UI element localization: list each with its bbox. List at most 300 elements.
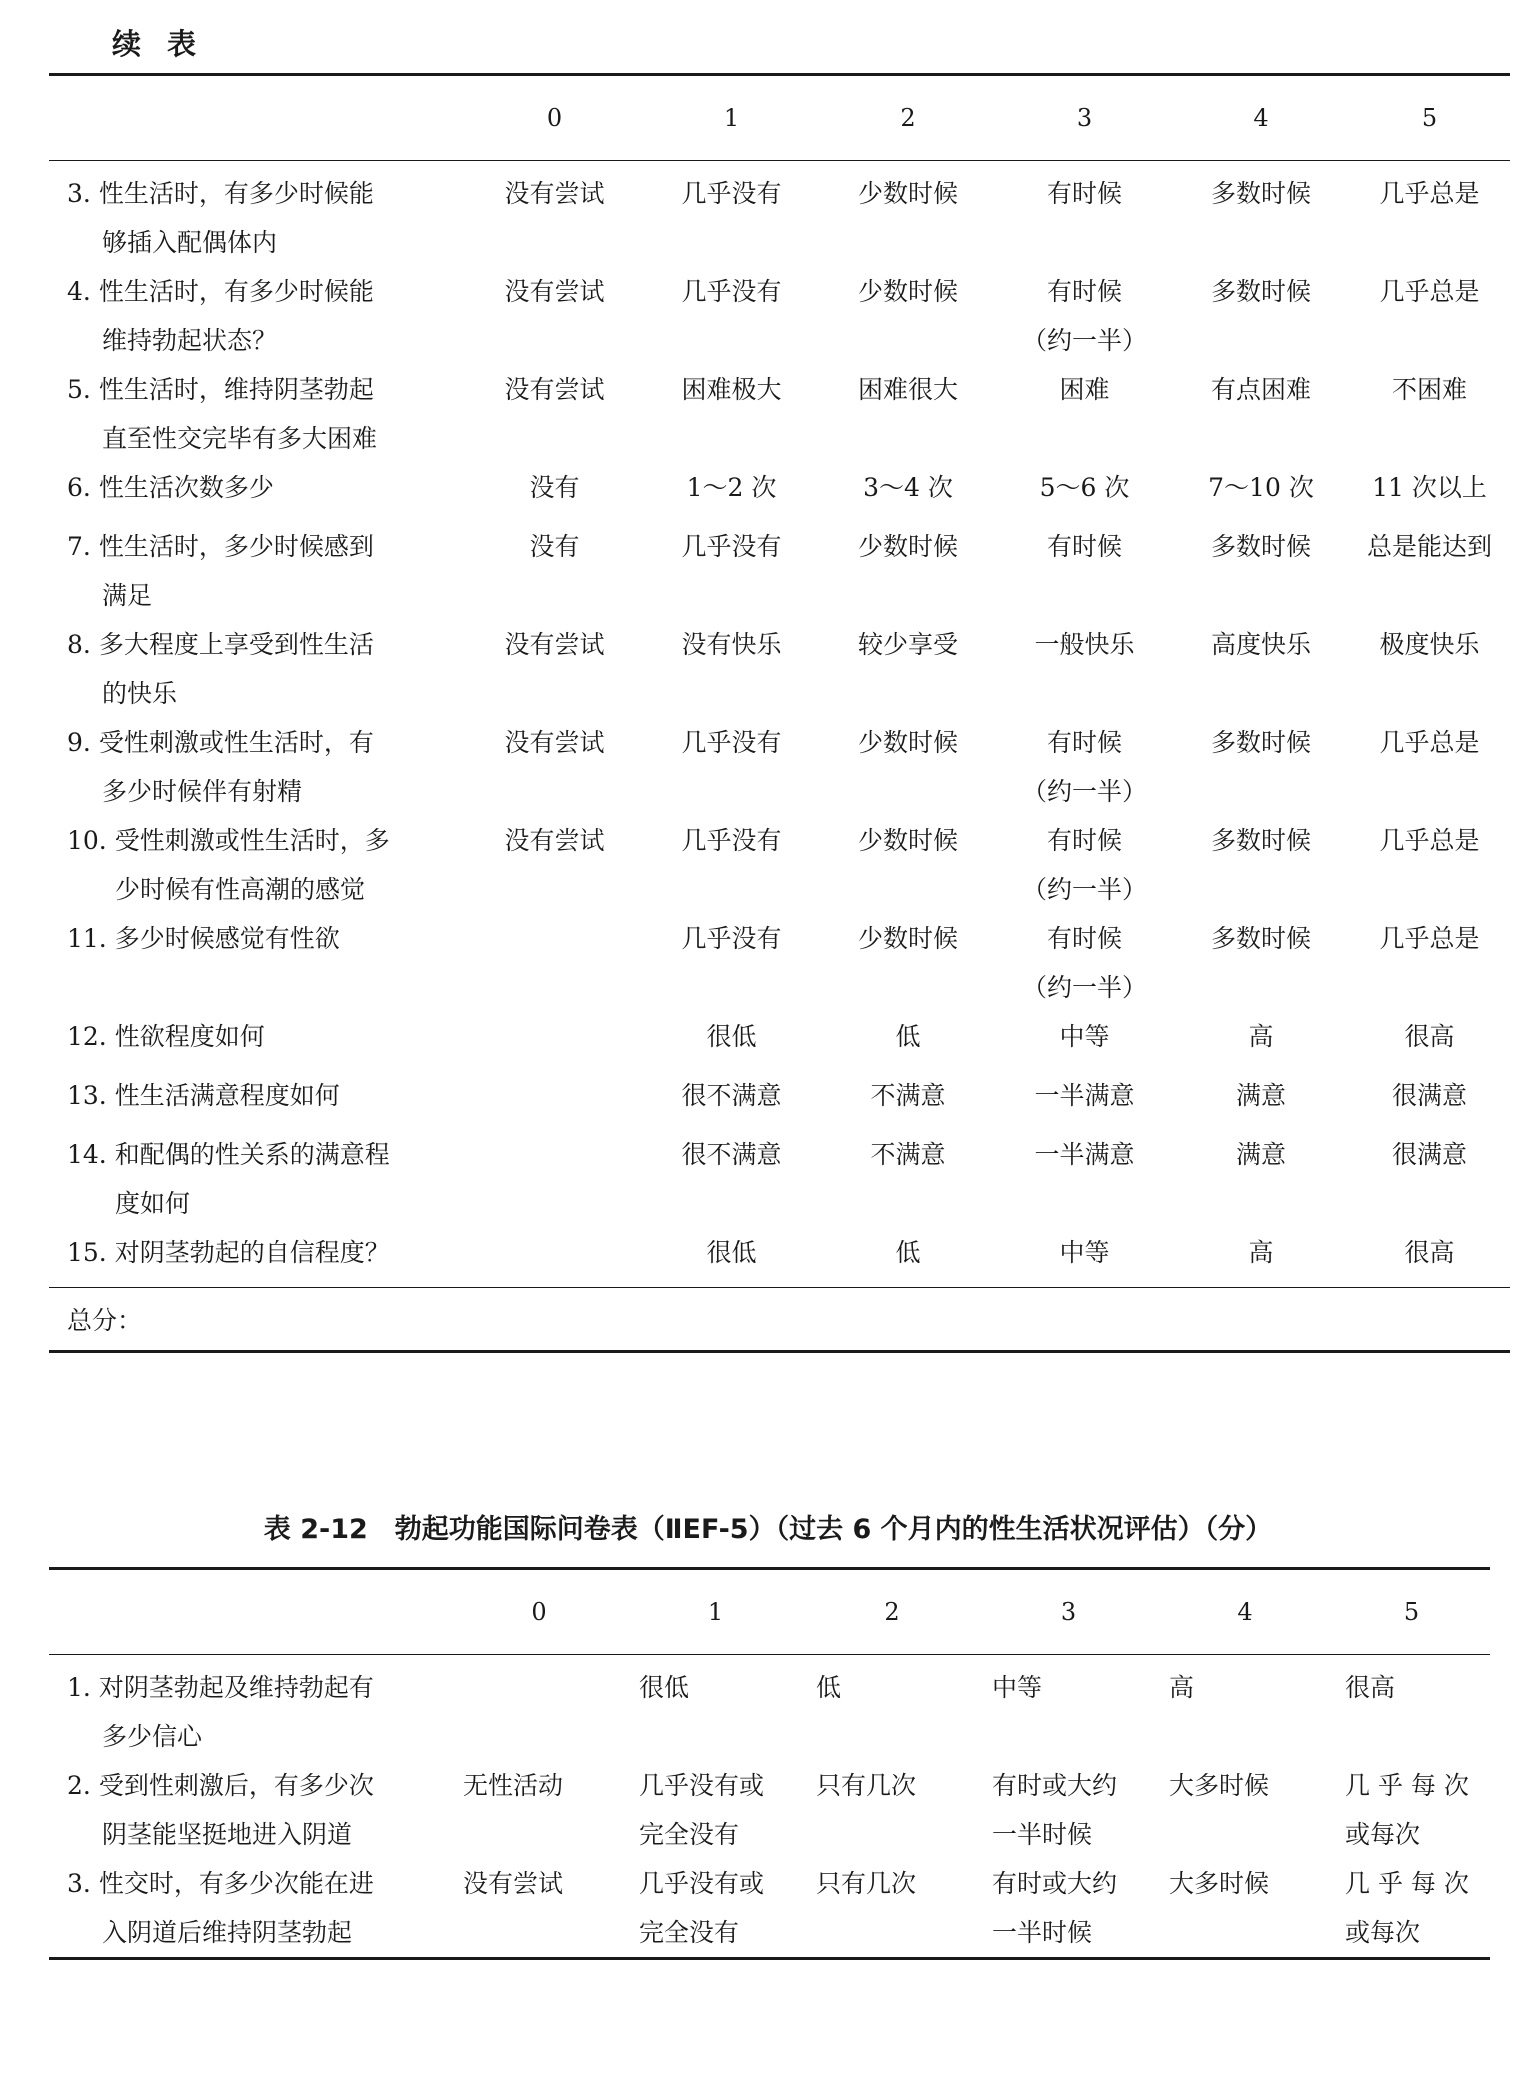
option-cell-score-2 xyxy=(820,620,996,718)
question-text xyxy=(67,620,466,718)
option-cell-score-2 xyxy=(820,1012,996,1071)
option-cell-score-5 xyxy=(1333,1655,1490,1762)
option-text: 大多时候 xyxy=(1169,1771,1270,1800)
question-line-1: 性生活时，多少时候感到 xyxy=(98,532,374,561)
option-cell-score-2 xyxy=(804,1655,980,1762)
option-text: 3～4 次 xyxy=(863,473,953,502)
option-cell-score-5 xyxy=(1349,365,1510,463)
option-text: 几乎没有或 xyxy=(639,1771,765,1800)
question-number: 10. xyxy=(67,826,107,855)
option-cell-score-1 xyxy=(643,1012,820,1071)
option-text: 几乎没有 xyxy=(681,728,782,757)
question-number: 14. xyxy=(67,1140,107,1169)
question-text xyxy=(67,1663,451,1761)
option-cell-score-3 xyxy=(996,267,1173,365)
option-cell-score-4 xyxy=(1173,365,1349,463)
question-text xyxy=(67,718,466,816)
total-label: 总分： xyxy=(49,1288,1510,1352)
option-cell-score-3 xyxy=(996,463,1173,522)
option-text: 一般快乐 xyxy=(1034,630,1135,659)
option-cell-score-5 xyxy=(1349,267,1510,365)
option-cell-score-2 xyxy=(820,1228,996,1288)
question-number: 3. xyxy=(67,1869,91,1898)
iief5-table xyxy=(49,1567,1490,1960)
question-text xyxy=(67,365,466,463)
option-text: 低 xyxy=(895,1238,921,1267)
option-text: 低 xyxy=(816,1673,842,1702)
table-row xyxy=(49,267,1510,365)
option-text: 几乎总是 xyxy=(1379,728,1480,757)
option-text: 困难极大 xyxy=(681,375,782,404)
option-cell-score-0 xyxy=(466,914,643,1012)
option-cell-score-4 xyxy=(1173,620,1349,718)
option-cell-score-2 xyxy=(820,718,996,816)
option-text: 满意 xyxy=(1235,1081,1286,1110)
option-text: 高度快乐 xyxy=(1210,630,1311,659)
question-line-2: 入阴道后维持阴茎勃起 xyxy=(102,1918,353,1947)
option-text: 几乎没有 xyxy=(681,179,782,208)
option-cell-score-3 xyxy=(996,1012,1173,1071)
option-cell-score-2 xyxy=(820,816,996,914)
option-text: 只有几次 xyxy=(816,1771,917,1800)
question-line-1: 性生活次数多少 xyxy=(98,473,274,502)
option-text: 没有尝试 xyxy=(504,728,605,757)
option-text: 11 次以上 xyxy=(1372,473,1487,502)
option-cell-score-3 xyxy=(996,365,1173,463)
option-cell-score-0 xyxy=(466,522,643,620)
option-cell-score-4 xyxy=(1157,1859,1333,1959)
option-cell-score-5 xyxy=(1349,1071,1510,1130)
option-text: 有时或大约 xyxy=(992,1771,1118,1800)
option-cell-score-5 xyxy=(1349,620,1510,718)
header-score-1: 1 xyxy=(627,1569,804,1655)
option-cell-score-1 xyxy=(643,1130,820,1228)
option-cell-score-0 xyxy=(451,1761,627,1859)
option-cell-score-5 xyxy=(1349,816,1510,914)
option-cell-score-5 xyxy=(1349,161,1510,268)
option-text: 没有快乐 xyxy=(681,630,782,659)
option-text: 多数时候 xyxy=(1210,179,1311,208)
option-text: 低 xyxy=(895,1022,921,1051)
option-cell-score-2 xyxy=(820,914,996,1012)
option-text: 困难很大 xyxy=(857,375,958,404)
option-text: 没有尝试 xyxy=(504,630,605,659)
option-text: 中等 xyxy=(1059,1022,1110,1051)
option-cell-score-3 xyxy=(996,816,1173,914)
header-question xyxy=(49,1569,451,1655)
option-text: 多数时候 xyxy=(1210,826,1311,855)
question-cell xyxy=(49,914,466,1012)
option-cell-score-1 xyxy=(643,816,820,914)
option-text: 只有几次 xyxy=(816,1869,917,1898)
option-text: 少数时候 xyxy=(857,826,958,855)
table-row xyxy=(49,1228,1510,1288)
option-cell-score-1 xyxy=(643,365,820,463)
question-number: 2. xyxy=(67,1771,91,1800)
option-text-line-2: 完全没有 xyxy=(639,1820,740,1849)
option-text: 很高 xyxy=(1404,1022,1455,1051)
question-line-1: 和配偶的性关系的满意程 xyxy=(114,1140,390,1169)
option-cell-score-1 xyxy=(643,161,820,268)
option-cell-score-4 xyxy=(1173,1071,1349,1130)
question-cell xyxy=(49,620,466,718)
question-cell xyxy=(49,1655,451,1762)
question-text xyxy=(67,914,466,963)
question-text xyxy=(67,1228,466,1277)
question-number: 8. xyxy=(67,630,91,659)
option-text: 少数时候 xyxy=(857,179,958,208)
table-row xyxy=(49,161,1510,268)
option-cell-score-2 xyxy=(820,267,996,365)
option-text: 有时候 xyxy=(1046,532,1122,561)
question-line-2: 度如何 xyxy=(115,1189,191,1218)
option-cell-score-1 xyxy=(643,914,820,1012)
question-line-2: 多少信心 xyxy=(102,1722,203,1751)
table-title: 表 2-12 勃起功能国际问卷表（ⅡEF-5）（过去 6 个月内的性生活状况评估）（分） xyxy=(263,1514,1273,1545)
option-text: 几乎没有 xyxy=(681,826,782,855)
table-row xyxy=(49,816,1510,914)
option-text: 有时候 xyxy=(1046,826,1122,855)
option-cell-score-4 xyxy=(1157,1655,1333,1762)
question-cell xyxy=(49,816,466,914)
option-text: 有点困难 xyxy=(1210,375,1311,404)
table-header-row xyxy=(49,1569,1490,1655)
question-cell xyxy=(49,1071,466,1130)
option-text: 很低 xyxy=(706,1238,757,1267)
question-cell xyxy=(49,1859,451,1959)
option-text: 有时候 xyxy=(1046,277,1122,306)
question-line-1: 性生活时，有多少时候能 xyxy=(98,277,374,306)
table-row xyxy=(49,1071,1510,1130)
option-text: 没有 xyxy=(529,473,580,502)
question-line-1: 对阴茎勃起的自信程度？ xyxy=(114,1238,390,1267)
option-text-line-2: 一半时候 xyxy=(992,1820,1093,1849)
question-line-2: 够插入配偶体内 xyxy=(102,228,278,257)
option-text: 没有尝试 xyxy=(504,826,605,855)
question-number: 6. xyxy=(67,473,91,502)
option-text: 没有尝试 xyxy=(463,1869,564,1898)
questionnaire-table-continued xyxy=(49,73,1510,1353)
option-cell-score-3 xyxy=(996,522,1173,620)
header-score-0: 0 xyxy=(466,75,643,161)
option-text: 少数时候 xyxy=(857,924,958,953)
option-cell-score-4 xyxy=(1173,1012,1349,1071)
header-score-2: 2 xyxy=(804,1569,980,1655)
question-cell xyxy=(49,1012,466,1071)
header-score-1: 1 xyxy=(643,75,820,161)
option-cell-score-0 xyxy=(466,365,643,463)
header-score-5: 5 xyxy=(1349,75,1510,161)
header-score-3: 3 xyxy=(980,1569,1157,1655)
option-cell-score-3 xyxy=(996,1130,1173,1228)
table-row xyxy=(49,365,1510,463)
question-cell xyxy=(49,1761,451,1859)
option-cell-score-3 xyxy=(996,718,1173,816)
option-cell-score-4 xyxy=(1173,914,1349,1012)
header-score-4: 4 xyxy=(1157,1569,1333,1655)
header-score-4: 4 xyxy=(1173,75,1349,161)
option-cell-score-4 xyxy=(1173,463,1349,522)
option-text: 多数时候 xyxy=(1210,277,1311,306)
question-cell xyxy=(49,161,466,268)
option-cell-score-3 xyxy=(980,1761,1157,1859)
table-row xyxy=(49,1130,1510,1228)
option-text: 很满意 xyxy=(1391,1081,1467,1110)
option-text: 几乎没有 xyxy=(681,532,782,561)
option-cell-score-1 xyxy=(643,267,820,365)
option-cell-score-1 xyxy=(643,718,820,816)
option-text: 几乎没有 xyxy=(681,924,782,953)
option-text: 几 乎 每 次 xyxy=(1345,1869,1469,1898)
option-cell-score-4 xyxy=(1173,1130,1349,1228)
option-cell-score-1 xyxy=(643,1228,820,1288)
option-cell-score-4 xyxy=(1173,522,1349,620)
option-cell-score-5 xyxy=(1333,1761,1490,1859)
question-line-1: 性欲程度如何 xyxy=(114,1022,265,1051)
question-text xyxy=(67,169,466,267)
option-text: 较少享受 xyxy=(857,630,958,659)
table-row xyxy=(49,1761,1490,1859)
option-cell-score-3 xyxy=(996,1228,1173,1288)
option-cell-score-0 xyxy=(466,1130,643,1228)
table-row xyxy=(49,718,1510,816)
option-cell-score-1 xyxy=(627,1655,804,1762)
option-cell-score-5 xyxy=(1333,1859,1490,1959)
option-text: 没有尝试 xyxy=(504,179,605,208)
option-text: 一半满意 xyxy=(1034,1140,1135,1169)
option-text: 高 xyxy=(1248,1022,1274,1051)
option-text: 几乎总是 xyxy=(1379,924,1480,953)
option-text: 有时或大约 xyxy=(992,1869,1118,1898)
option-cell-score-2 xyxy=(804,1761,980,1859)
option-cell-score-0 xyxy=(466,816,643,914)
table-row xyxy=(49,914,1510,1012)
header-score-5: 5 xyxy=(1333,1569,1490,1655)
option-text: 几乎没有或 xyxy=(639,1869,765,1898)
option-cell-score-1 xyxy=(627,1859,804,1959)
question-line-1: 性生活时，维持阴茎勃起 xyxy=(98,375,374,404)
option-text: 有时候 xyxy=(1046,728,1122,757)
option-text: 几乎总是 xyxy=(1379,179,1480,208)
option-cell-score-0 xyxy=(466,1012,643,1071)
table-row xyxy=(49,1012,1510,1071)
question-cell xyxy=(49,1228,466,1288)
question-line-2: 直至性交完毕有多大困难 xyxy=(102,424,378,453)
option-note: （约一半） xyxy=(1021,777,1147,806)
option-cell-score-3 xyxy=(996,161,1173,268)
option-text: 不满意 xyxy=(870,1140,946,1169)
option-text: 有时候 xyxy=(1046,924,1122,953)
option-cell-score-0 xyxy=(451,1655,627,1762)
option-cell-score-1 xyxy=(643,522,820,620)
option-text: 没有 xyxy=(529,532,580,561)
option-cell-score-2 xyxy=(804,1859,980,1959)
question-line-2: 维持勃起状态？ xyxy=(102,326,278,355)
option-cell-score-4 xyxy=(1173,267,1349,365)
option-text: 极度快乐 xyxy=(1379,630,1480,659)
option-text: 高 xyxy=(1248,1238,1274,1267)
question-line-1: 多少时候感觉有性欲 xyxy=(114,924,340,953)
option-cell-score-5 xyxy=(1349,718,1510,816)
option-cell-score-4 xyxy=(1173,161,1349,268)
question-number: 9. xyxy=(67,728,91,757)
question-cell xyxy=(49,365,466,463)
option-cell-score-5 xyxy=(1349,1130,1510,1228)
option-text: 多数时候 xyxy=(1210,728,1311,757)
option-cell-score-5 xyxy=(1349,463,1510,522)
option-cell-score-1 xyxy=(643,1071,820,1130)
question-line-1: 性生活满意程度如何 xyxy=(114,1081,340,1110)
question-text xyxy=(67,1071,466,1120)
question-text xyxy=(67,816,466,914)
option-text: 没有尝试 xyxy=(504,375,605,404)
question-number: 5. xyxy=(67,375,91,404)
option-cell-score-2 xyxy=(820,463,996,522)
option-cell-score-5 xyxy=(1349,1012,1510,1071)
question-line-2: 阴茎能坚挺地进入阴道 xyxy=(102,1820,353,1849)
question-cell xyxy=(49,522,466,620)
question-cell xyxy=(49,463,466,522)
option-cell-score-3 xyxy=(996,1071,1173,1130)
option-cell-score-0 xyxy=(466,620,643,718)
option-cell-score-5 xyxy=(1349,1228,1510,1288)
option-text: 总是能达到 xyxy=(1366,532,1492,561)
question-line-2: 满足 xyxy=(102,581,153,610)
option-cell-score-2 xyxy=(820,161,996,268)
option-cell-score-4 xyxy=(1157,1761,1333,1859)
question-line-1: 对阴茎勃起及维持勃起有 xyxy=(98,1673,374,1702)
option-cell-score-0 xyxy=(466,161,643,268)
option-text: 无性活动 xyxy=(463,1771,564,1800)
option-cell-score-3 xyxy=(980,1655,1157,1762)
option-cell-score-2 xyxy=(820,365,996,463)
option-cell-score-1 xyxy=(643,463,820,522)
option-text: 没有尝试 xyxy=(504,277,605,306)
option-cell-score-1 xyxy=(643,620,820,718)
option-text-line-2: 或每次 xyxy=(1345,1918,1421,1947)
table-body xyxy=(49,1655,1490,1959)
option-cell-score-4 xyxy=(1173,1228,1349,1288)
header-question xyxy=(49,75,466,161)
option-text: 很低 xyxy=(639,1673,690,1702)
option-text: 中等 xyxy=(1059,1238,1110,1267)
question-text xyxy=(67,267,466,365)
table-row xyxy=(49,1859,1490,1959)
table-row xyxy=(49,620,1510,718)
question-number: 4. xyxy=(67,277,91,306)
option-cell-score-0 xyxy=(451,1859,627,1959)
option-cell-score-3 xyxy=(996,914,1173,1012)
table-row xyxy=(49,522,1510,620)
question-cell xyxy=(49,267,466,365)
question-text xyxy=(67,1130,466,1228)
table-row xyxy=(49,1655,1490,1762)
header-score-0: 0 xyxy=(451,1569,627,1655)
option-text: 很高 xyxy=(1404,1238,1455,1267)
option-text: 少数时候 xyxy=(857,728,958,757)
total-row xyxy=(49,1288,1510,1352)
option-text: 几 乎 每 次 xyxy=(1345,1771,1469,1800)
option-text-line-2: 完全没有 xyxy=(639,1918,740,1947)
option-text: 很低 xyxy=(706,1022,757,1051)
question-line-2: 的快乐 xyxy=(102,679,178,708)
option-cell-score-1 xyxy=(627,1761,804,1859)
continuation-label: 续表 xyxy=(112,27,223,61)
option-cell-score-5 xyxy=(1349,522,1510,620)
question-line-2: 少时候有性高潮的感觉 xyxy=(115,875,366,904)
option-note: （约一半） xyxy=(1021,326,1147,355)
option-text: 满意 xyxy=(1235,1140,1286,1169)
option-text: 7～10 次 xyxy=(1208,473,1314,502)
question-line-1: 受性刺激或性生活时，有 xyxy=(98,728,374,757)
option-text-line-2: 或每次 xyxy=(1345,1820,1421,1849)
option-cell-score-2 xyxy=(820,1130,996,1228)
question-text xyxy=(67,1761,451,1859)
header-score-3: 3 xyxy=(996,75,1173,161)
option-text: 几乎总是 xyxy=(1379,826,1480,855)
question-text xyxy=(67,522,466,620)
option-note: （约一半） xyxy=(1021,875,1147,904)
option-text: 很高 xyxy=(1345,1673,1396,1702)
question-number: 7. xyxy=(67,532,91,561)
question-line-1: 多大程度上享受到性生活 xyxy=(98,630,374,659)
option-text: 很满意 xyxy=(1391,1140,1467,1169)
option-cell-score-2 xyxy=(820,1071,996,1130)
question-line-1: 性交时，有多少次能在进 xyxy=(98,1869,374,1898)
option-text: 5～6 次 xyxy=(1039,473,1130,502)
table-body xyxy=(49,161,1510,1288)
question-line-1: 受到性刺激后，有多少次 xyxy=(98,1771,374,1800)
question-number: 1. xyxy=(67,1673,91,1702)
question-line-1: 性生活时，有多少时候能 xyxy=(98,179,374,208)
option-text: 不满意 xyxy=(870,1081,946,1110)
question-number: 13. xyxy=(67,1081,107,1110)
option-text: 不困难 xyxy=(1391,375,1467,404)
option-text: 几乎没有 xyxy=(681,277,782,306)
option-cell-score-2 xyxy=(820,522,996,620)
option-text: 高 xyxy=(1169,1673,1195,1702)
option-cell-score-0 xyxy=(466,1228,643,1288)
option-cell-score-4 xyxy=(1173,718,1349,816)
question-line-2: 多少时候伴有射精 xyxy=(102,777,303,806)
option-cell-score-0 xyxy=(466,267,643,365)
option-text: 多数时候 xyxy=(1210,532,1311,561)
option-text: 一半满意 xyxy=(1034,1081,1135,1110)
question-cell xyxy=(49,1130,466,1228)
option-cell-score-0 xyxy=(466,1071,643,1130)
question-text xyxy=(67,463,466,512)
option-text: 几乎总是 xyxy=(1379,277,1480,306)
option-text: 中等 xyxy=(992,1673,1043,1702)
table-row xyxy=(49,463,1510,522)
option-text-line-2: 一半时候 xyxy=(992,1918,1093,1947)
option-text: 有时候 xyxy=(1046,179,1122,208)
question-text xyxy=(67,1012,466,1061)
question-number: 3. xyxy=(67,179,91,208)
option-text: 多数时候 xyxy=(1210,924,1311,953)
option-cell-score-4 xyxy=(1173,816,1349,914)
option-cell-score-3 xyxy=(996,620,1173,718)
option-text: 困难 xyxy=(1059,375,1110,404)
option-text: 很不满意 xyxy=(681,1140,782,1169)
question-number: 11. xyxy=(67,924,107,953)
option-cell-score-0 xyxy=(466,463,643,522)
option-cell-score-0 xyxy=(466,718,643,816)
question-text xyxy=(67,1859,451,1957)
option-text: 大多时候 xyxy=(1169,1869,1270,1898)
question-number: 12. xyxy=(67,1022,107,1051)
table-header-row xyxy=(49,75,1510,161)
